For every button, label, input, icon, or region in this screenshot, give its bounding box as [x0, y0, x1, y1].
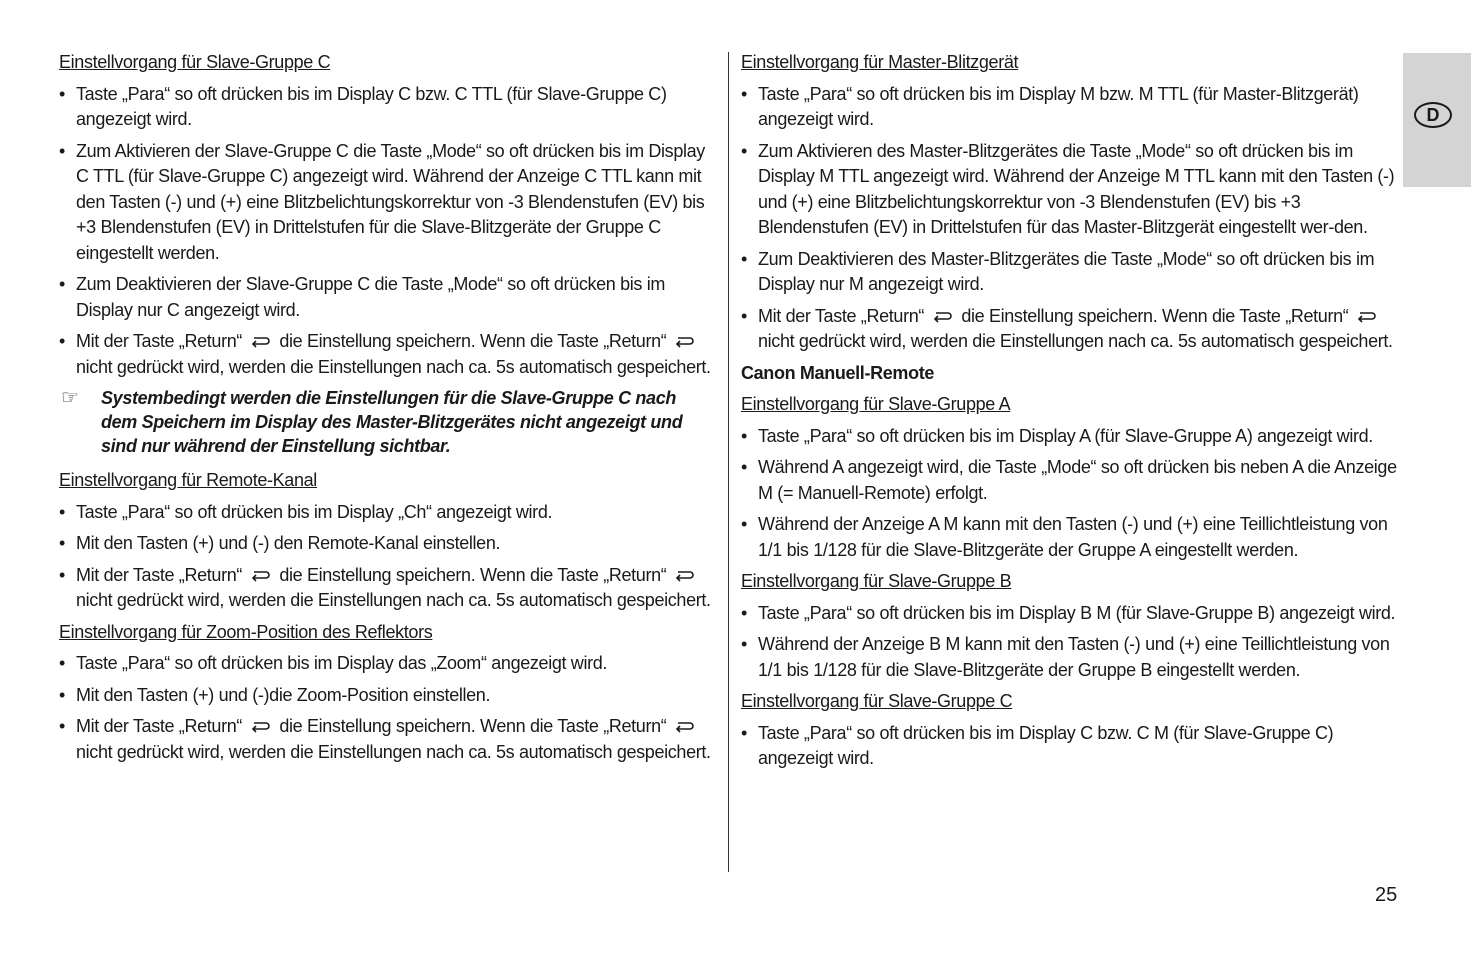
language-tab-label: D: [1414, 102, 1452, 128]
return-text-3: nicht gedrückt wird, werden die Einstellungen nach ca. 5s automatisch gespeichert.: [76, 741, 711, 762]
section-heading: Einstellvorgang für Slave-Gruppe C: [741, 691, 1013, 711]
section-slave-group-c: [59, 50, 715, 458]
pointing-hand-icon: ☞: [61, 387, 79, 409]
list-item: • Zum Deaktivieren der Slave-Gruppe C die Taste „Mode“ so oft drücken bis im Display nur C angezeigt wird.: [59, 272, 715, 323]
list-item: • Mit den Tasten (+) und (-)die Zoom-Position einstellen.: [59, 683, 715, 709]
list-item: • Während der Anzeige A M kann mit den Tasten (-) und (+) eine Teillichtleistung von 1/1 bis 1/128 für die Slave-Blitzgeräte der Gruppe A eingestellt werden.: [741, 512, 1403, 563]
return-text-1: Mit der Taste „Return“: [76, 564, 243, 585]
list-item: • Zum Aktivieren der Slave-Gruppe C die Taste „Mode“ so oft drücken bis im Display C TTL (für Slave-Gruppe C) angezeigt wird. Während der Anzeige C TTL kann mit den Tasten (-) und (+) eine Blitzbelichtungskorrektur von -3 Blendenstufen (EV) bis +3 Blendenstufen (EV) in Drittelstufen für die Slave-Blitzgeräte der Gruppe C eingestellt werden.: [59, 139, 715, 267]
canon-manual-remote-heading: Canon Manuell-Remote: [741, 362, 935, 383]
list-item: • Taste „Para“ so oft drücken bis im Display das „Zoom“ angezeigt wird.: [59, 651, 715, 677]
return-icon: [249, 719, 273, 733]
return-text-2: die Einstellung speichern. Wenn die Taste „Return“: [279, 716, 667, 736]
list-item: • Zum Deaktivieren des Master-Blitzgerätes die Taste „Mode“ so oft drücken bis im Display nur M angezeigt wird.: [741, 247, 1403, 298]
return-icon: [249, 334, 273, 348]
list-item: [59, 329, 715, 380]
list-item: • Taste „Para“ so oft drücken bis im Display M bzw. M TTL (für Master-Blitzgerät) angezeigt wird.: [741, 82, 1403, 133]
section-master-flash: [741, 50, 1403, 355]
return-text-3: nicht gedrückt wird, werden die Einstellungen nach ca. 5s automatisch gespeichert.: [76, 590, 711, 610]
list-item: • Mit den Tasten (+) und (-) den Remote-Kanal einstellen.: [59, 531, 715, 557]
return-text-3: nicht gedrückt wird, werden die Einstellungen nach ca. 5s automatisch gespeichert.: [758, 331, 1393, 351]
return-icon: [673, 719, 697, 733]
section-slave-group-a: [741, 392, 1403, 563]
return-icon: [931, 309, 955, 323]
section-heading: Einstellvorgang für Master-Blitzgerät: [741, 52, 1019, 72]
return-icon: [673, 568, 697, 582]
left-column: [59, 50, 715, 771]
list-item: • Taste „Para“ so oft drücken bis im Display „Ch“ angezeigt wird.: [59, 500, 715, 526]
note: [59, 386, 715, 458]
section-heading: Einstellvorgang für Slave-Gruppe C: [59, 52, 331, 72]
list-item: • Taste „Para“ so oft drücken bis im Display A (für Slave-Gruppe A) angezeigt wird.: [741, 424, 1403, 450]
return-text-1: Mit der Taste „Return“: [758, 305, 925, 326]
list-item: [741, 304, 1403, 355]
section-heading: Einstellvorgang für Slave-Gruppe A: [741, 394, 1011, 414]
return-icon: [249, 568, 273, 582]
section-remote-channel: [59, 468, 715, 614]
note-text: Systembedingt werden die Einstellungen für die Slave-Gruppe C nach dem Speichern im Display des Master-Blitzgerätes nicht angezeigt und sind nur während der Einstellung sichtbar.: [101, 388, 683, 456]
list-item: [59, 714, 715, 765]
list-item: • Zum Aktivieren des Master-Blitzgerätes die Taste „Mode“ so oft drücken bis im Display M TTL angezeigt wird. Während der Anzeige M TTL kann mit den Tasten (-) und (+) eine Blitzbelichtungskorrektur von -3 Blendenstufen (EV) bis +3 Blendenstufen (EV) in Drittelstufen für das Master-Blitzgerät eingestellt wer-den.: [741, 139, 1403, 241]
list-item: • Taste „Para“ so oft drücken bis im Display B M (für Slave-Gruppe B) angezeigt wird.: [741, 601, 1403, 627]
return-text-2: die Einstellung speichern. Wenn die Taste „Return“: [279, 564, 667, 585]
list-item: • Während der Anzeige B M kann mit den Tasten (-) und (+) eine Teillichtleistung von 1/1 bis 1/128 für die Slave-Blitzgeräte der Gruppe B eingestellt werden.: [741, 632, 1403, 683]
section-zoom-position: [59, 620, 715, 766]
return-text-3: nicht gedrückt wird, werden die Einstellungen nach ca. 5s automatisch gespeichert.: [76, 356, 711, 377]
right-column: [741, 50, 1403, 778]
list-item: • Während A angezeigt wird, die Taste „Mode“ so oft drücken bis neben A die Anzeige M (= Manuell-Remote) erfolgt.: [741, 455, 1403, 506]
page-number: 25: [1375, 884, 1398, 906]
return-text-2: die Einstellung speichern. Wenn die Taste „Return“: [961, 305, 1349, 326]
return-text-2: die Einstellung speichern. Wenn die Taste „Return“: [279, 331, 667, 351]
section-heading: Einstellvorgang für Zoom-Position des Reflektors: [59, 621, 433, 642]
return-text-1: Mit der Taste „Return“: [76, 331, 243, 351]
return-icon: [673, 334, 697, 348]
list-item: • Taste „Para“ so oft drücken bis im Display C bzw. C M (für Slave-Gruppe C) angezeigt wird.: [741, 721, 1403, 772]
section-slave-group-c-manual: [741, 689, 1403, 772]
section-heading: Einstellvorgang für Remote-Kanal: [59, 470, 317, 490]
section-slave-group-b: [741, 569, 1403, 683]
section-heading: Einstellvorgang für Slave-Gruppe B: [741, 571, 1012, 591]
return-icon: [1355, 309, 1379, 323]
return-text-1: Mit der Taste „Return“: [76, 716, 243, 736]
column-divider: [728, 52, 729, 872]
list-item: [59, 563, 715, 614]
list-item: • Taste „Para“ so oft drücken bis im Display C bzw. C TTL (für Slave-Gruppe C) angezeigt wird.: [59, 82, 715, 133]
